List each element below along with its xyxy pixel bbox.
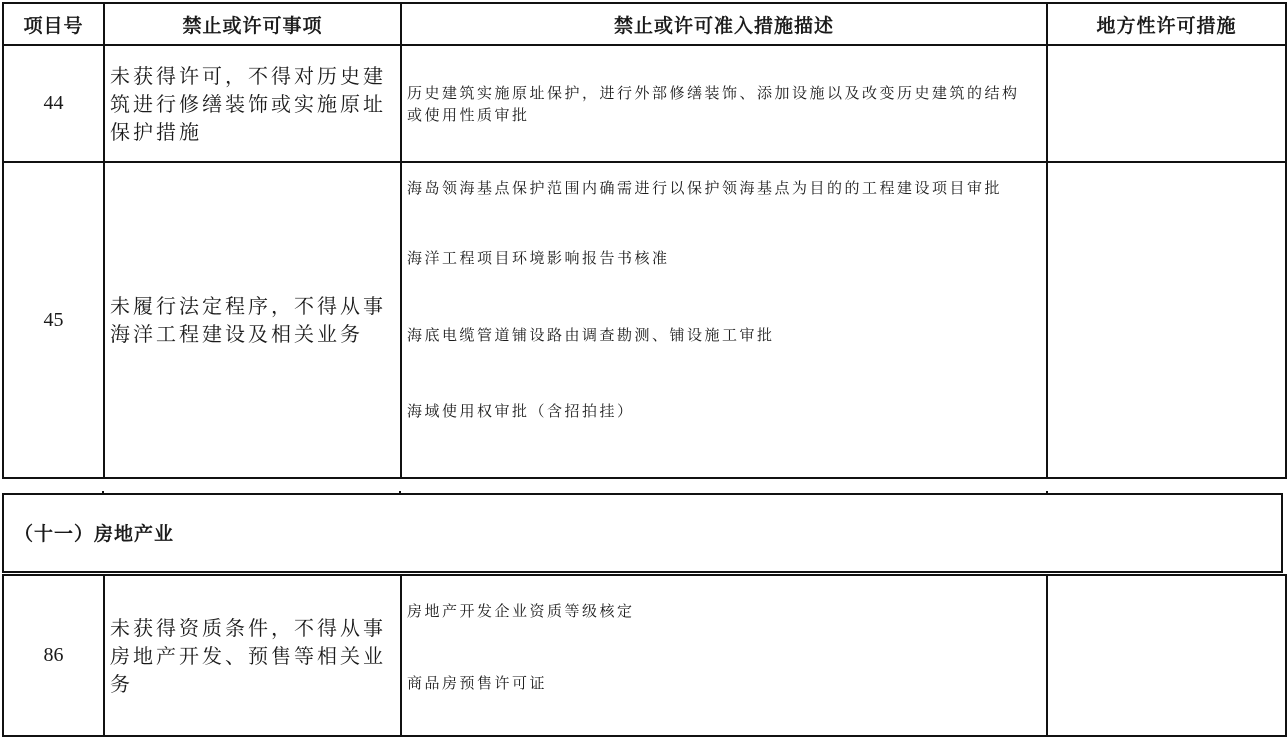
measure-text: 海洋工程项目环境影响报告书核准 <box>407 249 670 267</box>
table-row <box>3 162 1286 478</box>
table-header-row <box>3 3 1286 45</box>
row-local-measures <box>1047 162 1286 478</box>
row-item: 未获得许可，不得对历史建筑进行修缮装饰或实施原址保护措施 <box>104 45 401 162</box>
header-prohibited-item: 禁止或许可事项 <box>104 3 401 45</box>
real-estate-table <box>2 574 1287 737</box>
measure-text: 海岛领海基点保护范围内确需进行以保护领海基点为目的的工程建设项目审批 <box>407 179 1003 197</box>
row-local-measures <box>1047 575 1286 736</box>
row-item: 未履行法定程序，不得从事海洋工程建设及相关业务 <box>104 162 401 478</box>
row-measures <box>401 45 1047 162</box>
measure-text: 海底电缆管道铺设路由调查勘测、铺设施工审批 <box>407 326 775 344</box>
row-number: 45 <box>3 162 104 478</box>
market-access-table <box>2 2 1287 479</box>
measure-text: 房地产开发企业资质等级核定 <box>407 602 635 620</box>
row-local-measures <box>1047 45 1286 162</box>
row-number: 86 <box>3 575 104 736</box>
measure-text: 历史建筑实施原址保护，进行外部修缮装饰、添加设施以及改变历史建筑的结构或使用性质审批 <box>407 83 1020 124</box>
header-local-measures: 地方性许可措施 <box>1047 3 1286 45</box>
measure-text: 海域使用权审批（含招拍挂） <box>407 402 635 420</box>
table-row <box>3 45 1286 162</box>
row-measures <box>401 575 1047 736</box>
row-number: 44 <box>3 45 104 162</box>
header-item-number: 项目号 <box>3 3 104 45</box>
row-measures <box>401 162 1047 478</box>
measure-text: 商品房预售许可证 <box>407 674 548 692</box>
header-measure-description: 禁止或许可准入措施描述 <box>401 3 1047 45</box>
table-row <box>3 575 1286 736</box>
row-item: 未获得资质条件，不得从事房地产开发、预售等相关业务 <box>104 575 401 736</box>
section-header <box>2 493 1283 573</box>
section-title: （十一）房地产业 <box>14 523 175 545</box>
